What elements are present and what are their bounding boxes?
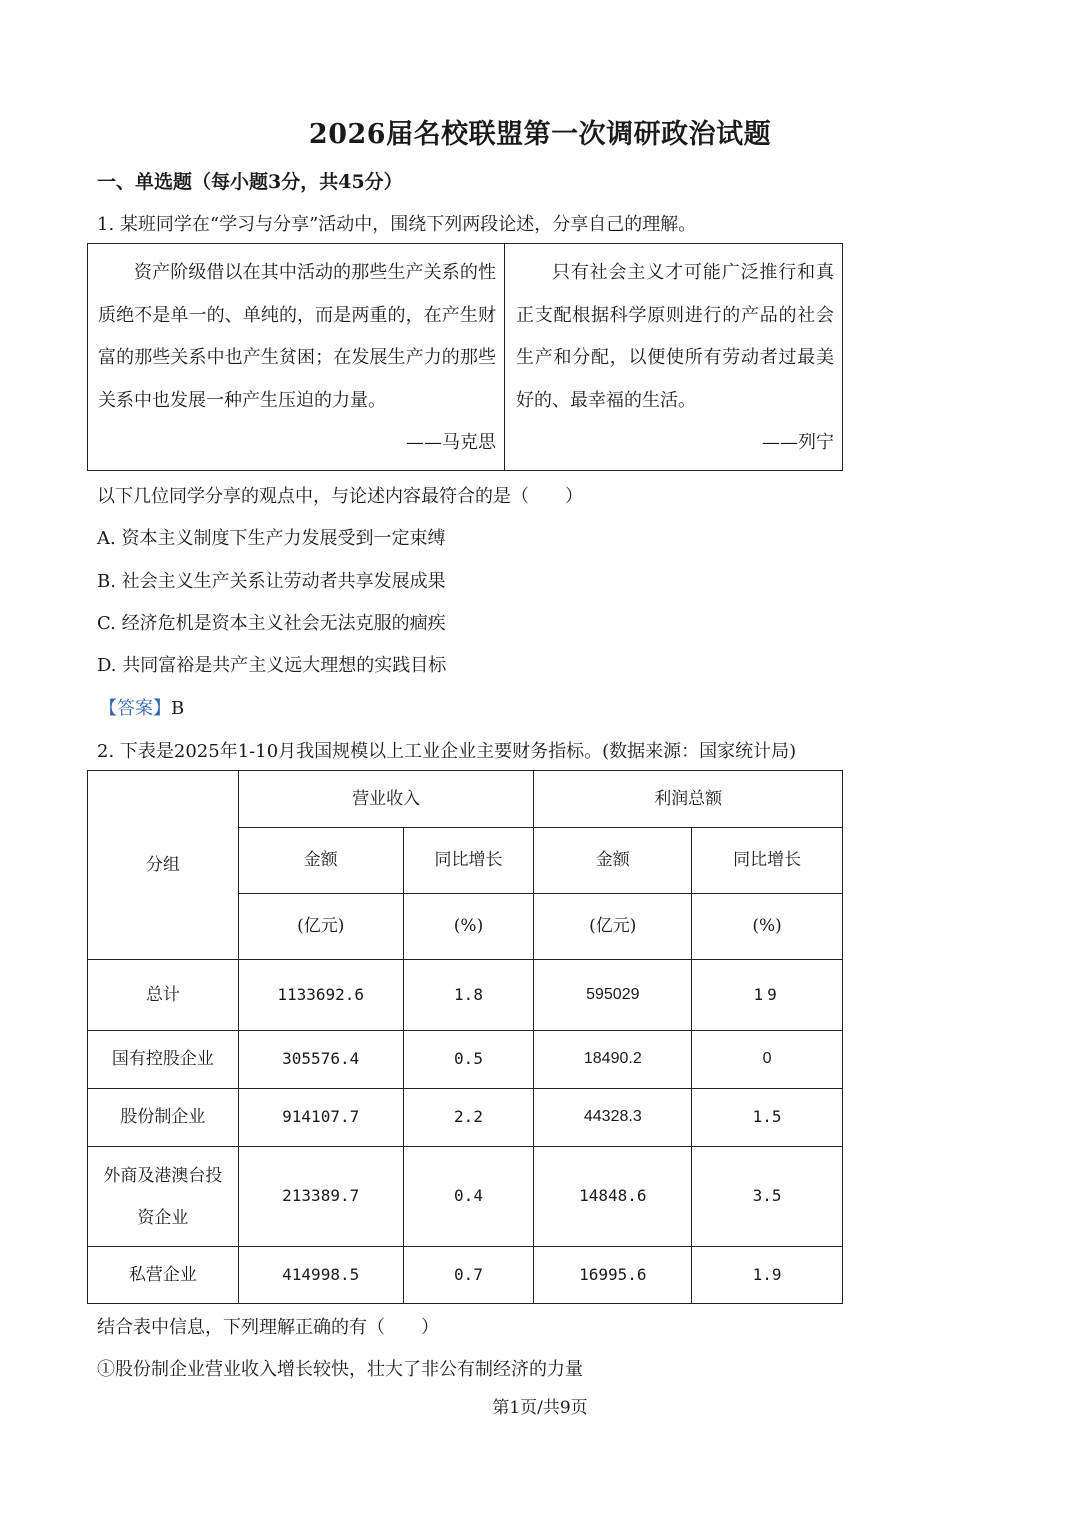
row-revenue-growth: 0.7 xyxy=(403,1247,534,1304)
row-group: 股份制企业 xyxy=(88,1089,239,1147)
quote-cell-marx xyxy=(98,244,496,465)
row-profit: 14848.6 xyxy=(534,1147,692,1247)
quote-table xyxy=(87,243,843,471)
table-row xyxy=(88,1089,843,1147)
row-revenue-growth: 0.4 xyxy=(403,1147,534,1247)
q1-option-b: B. 社会主义生产关系让劳动者共享发展成果 xyxy=(97,571,446,592)
row-group: 外商及港澳台投资企业 xyxy=(88,1147,239,1247)
quote-attribution-marx: ——马克思 xyxy=(406,432,496,453)
row-revenue: 213389.7 xyxy=(238,1147,403,1247)
page-title: 2026届名校联盟第一次调研政治试题 xyxy=(308,119,772,150)
quote-attribution-lenin: ——列宁 xyxy=(762,432,834,453)
row-profit: 595029 xyxy=(534,960,692,1031)
q1-question: 以下几位同学分享的观点中，与论述内容最符合的是（ ） xyxy=(97,486,583,507)
row-profit: 16995.6 xyxy=(534,1247,692,1304)
quote-cell-lenin xyxy=(516,244,834,465)
header-revenue: 营业收入 xyxy=(238,771,534,828)
row-revenue: 914107.7 xyxy=(238,1089,403,1147)
row-profit: 44328.3 xyxy=(534,1089,692,1147)
q2-stem: 2. 下表是2025年1-10月我国规模以上工业企业主要财务指标。(数据来源：国家统计局) xyxy=(97,741,797,762)
section-heading: 一、单选题（每小题3分，共45分） xyxy=(97,171,403,193)
row-profit-growth: 1.5 xyxy=(692,1089,843,1147)
table-row xyxy=(88,1031,843,1089)
page-footer: 第1页/共9页 xyxy=(492,1398,588,1418)
row-group: 国有控股企业 xyxy=(88,1031,239,1089)
unit-revenue-growth: (%) xyxy=(403,894,534,960)
row-profit-growth: 0 xyxy=(692,1031,843,1089)
unit-profit-amount: (亿元) xyxy=(534,894,692,960)
row-profit-growth: 19 xyxy=(692,960,843,1031)
unit-profit-growth: (%) xyxy=(692,894,843,960)
table-row xyxy=(88,1147,843,1247)
q1-option-a: A. 资本主义制度下生产力发展受到一定束缚 xyxy=(97,528,446,549)
q1-answer xyxy=(99,694,184,720)
header-revenue-amount: 金额 xyxy=(238,828,403,894)
row-revenue: 305576.4 xyxy=(238,1031,403,1089)
row-profit-growth: 1.9 xyxy=(692,1247,843,1304)
table-row xyxy=(88,1247,843,1304)
quote-text-marx: 资产阶级借以在其中活动的那些生产关系的性质绝不是单一的、单纯的，而是两重的，在产生财富的那些关系中也产生贫困；在发展生产力的那些关系中也发展一种产生压迫的力量。 xyxy=(98,262,496,411)
header-profit: 利润总额 xyxy=(534,771,843,828)
quote-divider xyxy=(504,244,505,470)
answer-value: B xyxy=(171,698,185,719)
financial-indicators-table xyxy=(87,770,843,1304)
header-profit-growth: 同比增长 xyxy=(692,828,843,894)
quote-text-lenin: 只有社会主义才可能广泛推行和真正支配根据科学原则进行的产品的社会生产和分配，以便使所有劳动者过最美好的、最幸福的生活。 xyxy=(516,262,834,411)
row-revenue: 414998.5 xyxy=(238,1247,403,1304)
row-revenue-growth: 0.5 xyxy=(403,1031,534,1089)
row-profit: 18490.2 xyxy=(534,1031,692,1089)
row-profit-growth: 3.5 xyxy=(692,1147,843,1247)
q1-option-c: C. 经济危机是资本主义社会无法克服的痼疾 xyxy=(97,613,446,634)
header-revenue-growth: 同比增长 xyxy=(403,828,534,894)
row-revenue: 1133692.6 xyxy=(238,960,403,1031)
table-row xyxy=(88,960,843,1031)
row-revenue-growth: 2.2 xyxy=(403,1089,534,1147)
row-group: 总计 xyxy=(88,960,239,1031)
q2-statement-1: ①股份制企业营业收入增长较快，壮大了非公有制经济的力量 xyxy=(97,1359,583,1380)
header-group: 分组 xyxy=(88,771,239,960)
row-group: 私营企业 xyxy=(88,1247,239,1304)
unit-revenue-amount: (亿元) xyxy=(238,894,403,960)
header-profit-amount: 金额 xyxy=(534,828,692,894)
q2-question: 结合表中信息，下列理解正确的有（ ） xyxy=(97,1317,439,1338)
q1-stem: 1. 某班同学在“学习与分享”活动中，围绕下列两段论述，分享自己的理解。 xyxy=(97,214,697,235)
row-revenue-growth: 1.8 xyxy=(403,960,534,1031)
q1-option-d: D. 共同富裕是共产主义远大理想的实践目标 xyxy=(97,655,447,676)
answer-label: 【答案】 xyxy=(99,698,171,719)
